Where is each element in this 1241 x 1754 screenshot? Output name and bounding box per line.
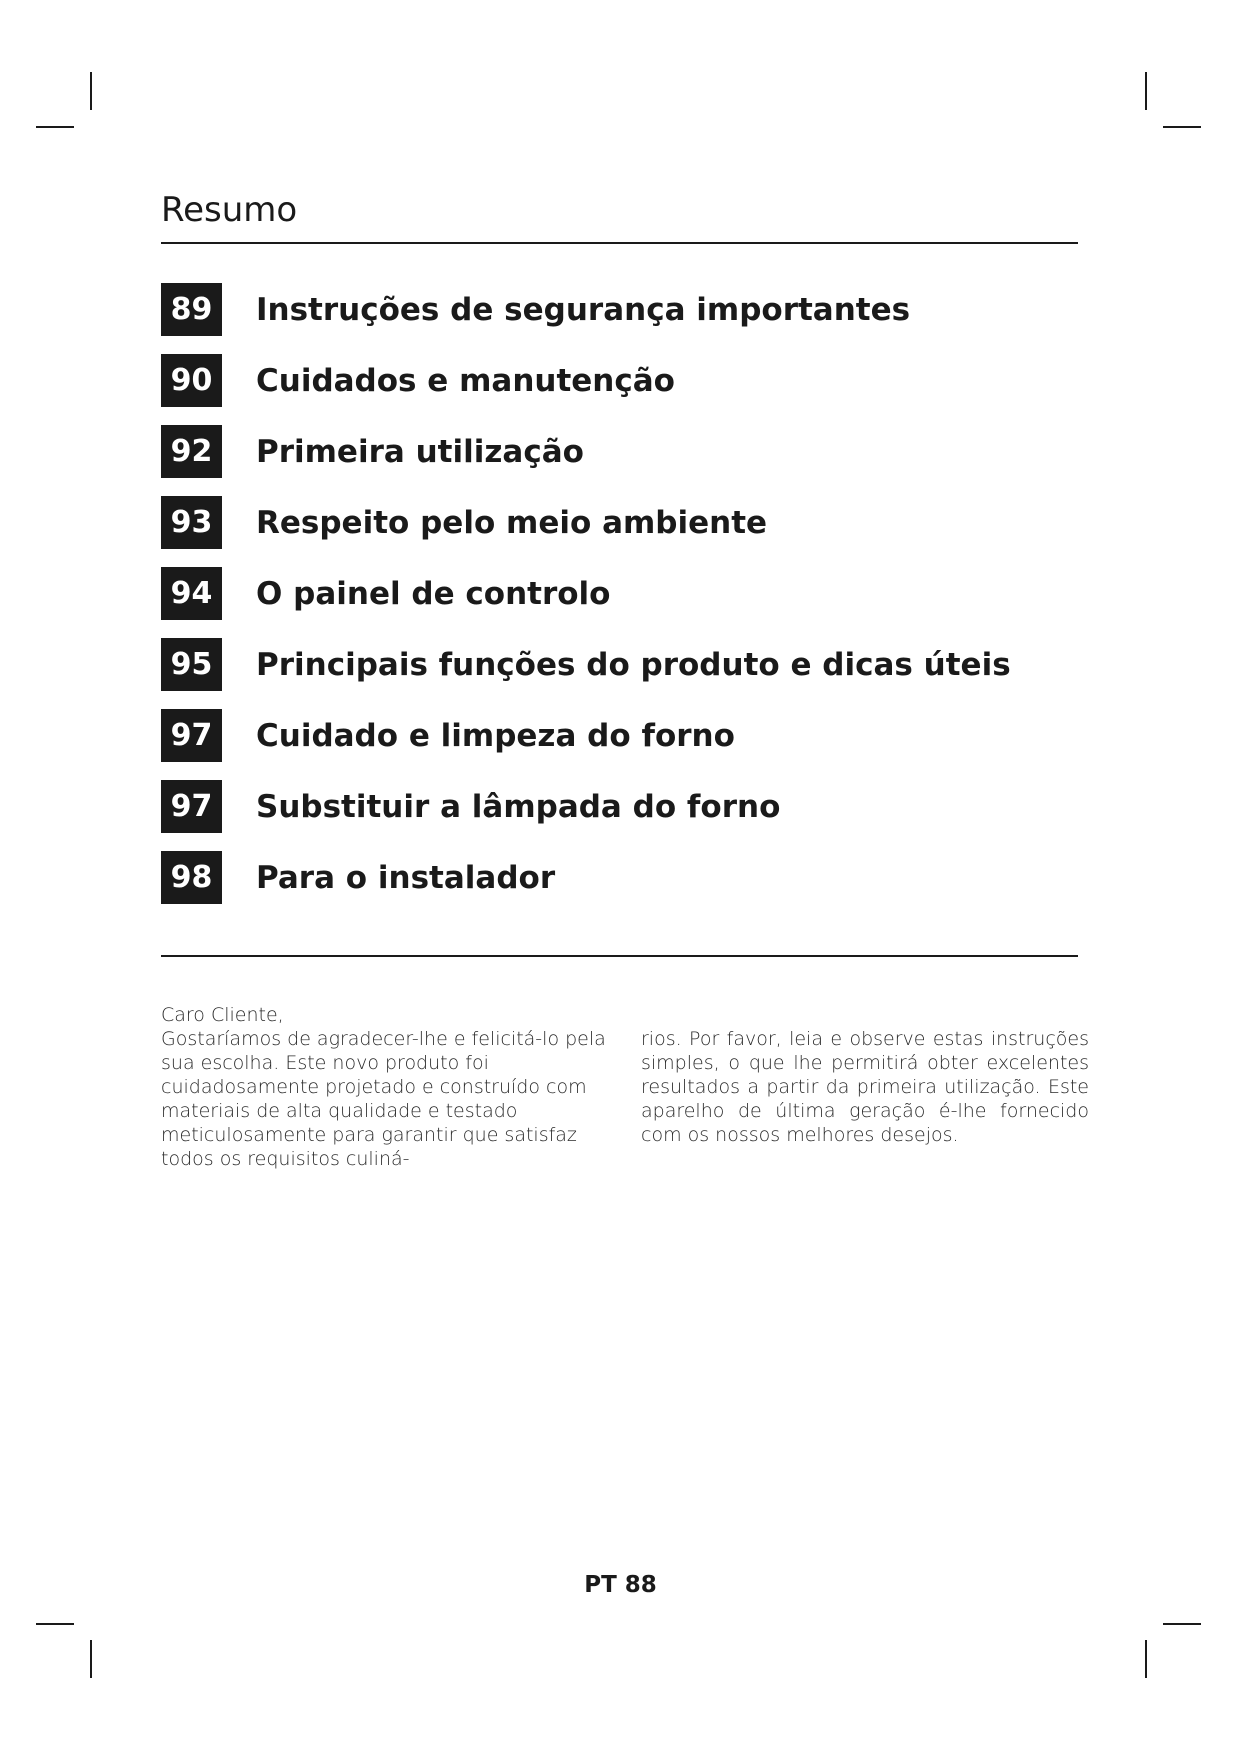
toc-item[interactable] — [161, 283, 1078, 336]
crop-mark-top-left-horizontal — [36, 126, 74, 128]
toc-item[interactable] — [161, 496, 1078, 549]
toc-label: Cuidado e limpeza do forno — [256, 717, 735, 754]
toc-item[interactable] — [161, 851, 1078, 904]
crop-mark-top-right-horizontal — [1163, 126, 1201, 128]
toc-item[interactable] — [161, 709, 1078, 762]
toc-label: Respeito pelo meio ambiente — [256, 504, 768, 541]
toc-item[interactable] — [161, 780, 1078, 833]
crop-mark-top-right-vertical — [1145, 72, 1147, 110]
toc-label: Substituir a lâmpada do forno — [256, 788, 781, 825]
page-number: PT 88 — [584, 1572, 657, 1598]
toc-page-number: 93 — [161, 496, 222, 549]
toc-page-number: 97 — [161, 709, 222, 762]
toc-item[interactable] — [161, 425, 1078, 478]
crop-mark-bottom-right-horizontal — [1163, 1623, 1201, 1625]
toc-item[interactable] — [161, 354, 1078, 407]
toc-item[interactable] — [161, 567, 1078, 620]
crop-mark-bottom-right-vertical — [1145, 1640, 1147, 1678]
toc-page-number: 98 — [161, 851, 222, 904]
intro-right-column — [641, 1003, 1089, 1171]
toc-page-number: 90 — [161, 354, 222, 407]
intro-salutation: Caro Cliente, — [161, 1004, 284, 1026]
toc-label: Para o instalador — [256, 859, 556, 896]
intro-paragraph-right: rios. Por favor, leia e observe estas instruções simples, o que lhe permitirá obter excelentes resultados a partir da primeira utilização. Este aparelho de última geração é-lhe fornecido com os nossos melhores desejos. — [641, 1028, 1089, 1146]
toc-page-number: 95 — [161, 638, 222, 691]
toc-bottom-divider — [161, 955, 1078, 957]
intro-left-column — [161, 1003, 609, 1171]
title-divider — [161, 242, 1078, 244]
crop-mark-bottom-left-vertical — [90, 1640, 92, 1678]
toc-label: Cuidados e manutenção — [256, 362, 675, 399]
intro-paragraph-left: Gostaríamos de agradecer-lhe e felicitá-lo pela sua escolha. Este novo produto foi cuidadosamente projetado e construído com materiais de alta qualidade e testado meticulosamente para garantir que satisfaz todos os requisitos culiná- — [161, 1028, 606, 1170]
crop-mark-top-left-vertical — [90, 72, 92, 110]
toc-page-number: 92 — [161, 425, 222, 478]
toc-page-number: 97 — [161, 780, 222, 833]
toc-page-number: 94 — [161, 567, 222, 620]
toc-label: Principais funções do produto e dicas úteis — [256, 646, 1011, 683]
toc-label: Primeira utilização — [256, 433, 584, 470]
table-of-contents — [161, 283, 1078, 922]
toc-label: O painel de controlo — [256, 575, 611, 612]
intro-text — [161, 1003, 1089, 1171]
crop-mark-bottom-left-horizontal — [36, 1623, 74, 1625]
page-title: Resumo — [161, 190, 298, 230]
toc-item[interactable] — [161, 638, 1078, 691]
toc-label: Instruções de segurança importantes — [256, 291, 911, 328]
toc-page-number: 89 — [161, 283, 222, 336]
